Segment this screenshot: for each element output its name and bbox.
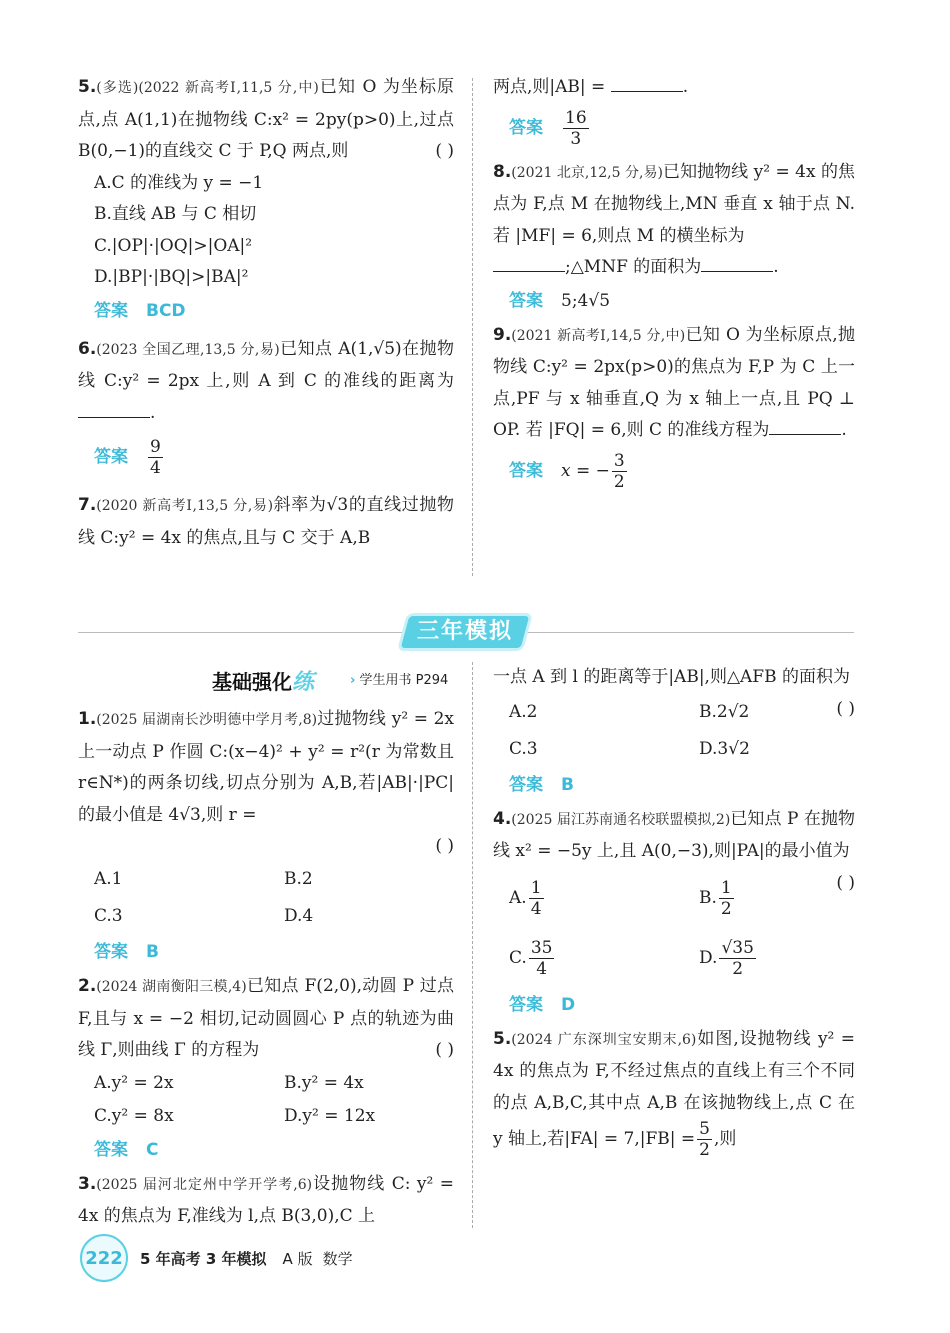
question-7-top: 7.(2020 新高考Ⅰ,13,5 分,易)斜率为√3的直线过抛物线 C:y² = 4x 的焦点,且与 C 交于 A,B [78,495,454,548]
option-c: C.|OP|·|OQ|>|OA|² [94,235,253,256]
subsection-title: 基础强化练 [212,670,315,695]
fill-blank [78,416,150,418]
bottom-right-column [493,662,855,1160]
top-right-column [493,72,855,492]
question-3-continued: 一点 A 到 l 的距离等于|AB|,则△AFB 的面积为 ( ) [493,667,855,719]
answer-q2: 答案 C [94,1139,159,1160]
answer-q7-top: 答案 $\frac{16}{3}$ [509,107,587,149]
section-banner: 三年模拟 [401,616,530,648]
question-4: 4.(2025 届江苏南通名校联盟模拟,2)已知点 P 在抛物线 x² = −5y 上,且 A(0,−3),则|PA|的最小值为 ( ) [493,808,855,893]
question-5: 5.(2024 广东深圳宝安期末,6)如图,设抛物线 y² = 4x 的焦点为 F,不经过焦点的直线上有三个不同的点 A,B,C,其中点 A,B 在该抛物线上,点 C 在 y 轴上,若|FA| = 7,|FB| = $\frac{5}{2}$ ,则 [493,1028,855,1160]
answer-q5-top: 答案 BCD [94,300,186,321]
answer-q8-top: 答案 5;4√5 [509,290,611,311]
options-q3: A.2 B.2√2 C.3 D.3√2 [509,701,750,759]
question-5-top: 5.(多选)(2022 新高考Ⅰ,11,5 分,中)已知 O 为坐标原点,点 A(1,1)在抛物线 C:x² = 2py(p>0)上,过点 B(0,−1)的直线交 C 于 P,Q 两点,则 ( ) [78,72,454,168]
question-9-top: 9.(2021 新高考Ⅰ,14,5 分,中)已知 O 为坐标原点,抛物线 C:y² = 2px(p>0)的焦点为 F,P 为 C 上一点,PF 与 x 轴垂直,Q 为 x 轴上一点,且 PQ ⊥ OP. 若 |FQ| = 6,则 C 的准线方程为 . [493,324,855,440]
answer-q3: 答案 B [509,774,574,795]
answer-q4: 答案 D [509,994,576,1015]
answer-q6-top: 答案 $\frac{9}{4}$ [94,437,161,478]
column-divider-bottom [472,662,473,1228]
answer-paren: ( ) [435,141,454,161]
bottom-left-column [78,704,454,1233]
option-a: A.C 的准线为 y = −1 [94,172,264,193]
page-number: 222 [80,1234,128,1282]
chevron-right-icon: › [350,673,356,688]
question-8-top: 8.(2021 北京,12,5 分,易)已知抛物线 y² = 4x 的焦点为 F,点 M 在抛物线上,MN 垂直 x 轴于点 N. 若 |MF| = 6,则点 M 的横坐标为 ;△MNF 的面积为 . [493,161,855,277]
book-edition: A 版 [282,1249,313,1268]
options-q2: A.y² = 2x B.y² = 4x C.y² = 8x D.y² = 12x [94,1072,376,1126]
question-3: 3.(2025 届河北定州中学开学考,6)设抛物线 C: y² = 4x 的焦点为 F,准线为 l,点 B(3,0),C 上 [78,1173,454,1226]
student-book-ref: › 学生用书 P294 [350,673,449,688]
answer-q9-top: 答案 x = − $\frac{3}{2}$ [509,450,625,492]
answer-q1: 答案 B [94,942,159,962]
page-footer [80,1238,353,1278]
question-7-continued: 两点,则|AB| = . [493,77,689,97]
fill-blank [611,90,683,92]
option-b: B.直线 AB 与 C 相切 [94,204,257,224]
fill-blank [701,270,773,272]
fill-blank [493,270,565,272]
options-q1: A.1 B.2 C.3 D.4 [94,869,314,926]
book-title: 5 年高考 3 年模拟 [140,1249,267,1268]
fill-blank [769,433,841,435]
question-2: 2.(2024 湖南衡阳三模,4)已知点 F(2,0),动圆 P 过点 F,且与 x = −2 相切,记动圆圆心 P 点的轨迹为曲线 Γ,则曲线 Γ 的方程为 ( ) [78,976,454,1060]
options-q4: A. $\frac{1}{4}$ B. $\frac{1}{2}$ C. $\frac{35}{4}$ D. $\frac{√35}{2}$ [509,877,754,979]
top-left-column [78,72,454,554]
question-1: 1.(2025 届湖南长沙明德中学月考,8)过抛物线 y² = 2x 上一动点 P 作圆 C:(x−4)² + y² = r²(r 为常数且 r∈N*)的两条切线,切点分别为 A,B,若|AB|·|PC|的最小值是 4√3,则 r = ( ) [78,709,454,856]
book-subject: 数学 [322,1249,353,1268]
option-d: D.|BP|·|BQ|>|BA|² [94,267,249,287]
column-divider-top [472,78,473,576]
question-6-top: 6.(2023 全国乙理,13,5 分,易)已知点 A(1,√5)在抛物线 C:y² = 2px 上,则 A 到 C 的准线的距离为. [78,338,454,423]
